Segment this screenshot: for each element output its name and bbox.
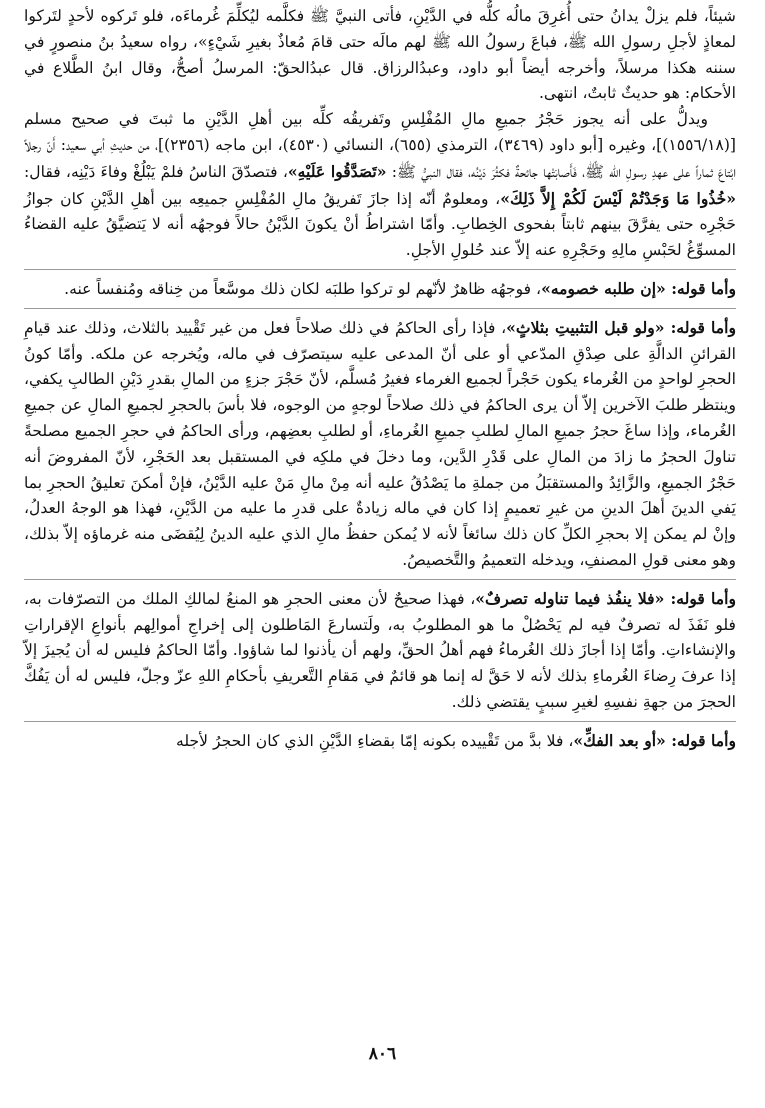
paragraph-text: ، فهذا صحيحٌ لأن معنى الحجرِ هو المنعُ لمالكِ الملك من التصرّفات به، فلو نَفَذَ له تصرفٌ فيه لم يَحْصُلْ ما هو المطلوبُ به، ولَتسارعَ المَاطلون إلى إخراجِ أموالِهم بأنواعِ الإقراراتِ والإنشاءاتِ. وأمّا إذا أجازَ ذلك الغُرماءُ فهم أهلُ الحقِّ، ولهم أن يأذنوا لما شاؤوا. وأمّا الحاكمُ فليس له أن يُجيزَ إلاّ إذا عرفَ رِضاءَ الغُرماءِ بذلك لأنه لا حَقَّ له إنما هو قائمٌ في مَقامِ التَّعريفِ بأحكامِ اللهِ عزّ وجلّ، فليس له أن يَفُكَّ الحجرَ من جهةِ نفسِهِ لغيرِ سببٍ يقتضي ذلك. [24, 589, 737, 711]
quoted-phrase: «فلا ينفُذ فيما تناوله تصرفٌ» [475, 588, 665, 608]
section-divider [24, 308, 736, 309]
commentary-label: وأما قوله: [665, 278, 736, 298]
paragraph-text: ، فوجهُه ظاهرٌ لأنّهم لو تركوا طلبَه لكان ذلك موسَّعاً من خِناقه ومُنفساً عنه. [64, 279, 542, 298]
hadith-quote: «خُذُوا مَا وَجَدْتُمْ لَيْسَ لَكُمْ إِلاَّ ذَلِكَ» [500, 188, 736, 208]
hadith-continuation-paragraph [24, 4, 736, 107]
commentary-label: وأما قوله: [665, 730, 736, 750]
page-number: ٨٠٦ [368, 1044, 397, 1064]
commentary-paragraph [24, 315, 736, 574]
quoted-phrase: «أو بعد الفكِّ» [573, 730, 666, 750]
paragraph-text: ، ومعلومٌ أنّه إذا جازَ تَفريقُ مالِ المُفْلِسِ جميعِه بين أهلِ الدَّيْنِ كان جوازُ حَجْرِه حتى يفرَّقَ بينهم ثابتاً بفحوى الخِطابِ. وأمّا اشتراطُ أنْ يكونَ الدَّيْنُ حالاً فوجهُه أنه لا يَتضيَّقُ عليه القضاءُ المسوِّغُ لحَبْسِ مالِهِ وحَجْرِهِ عنه إلاّ عند حُلولِ الأجلِ. [24, 189, 736, 260]
commentary-paragraph [24, 276, 736, 303]
paragraph-text: ، فلا بدَّ من تَقْييده بكونه إمّا بقضاءِ الدَّيْنِ الذي كان الحجرُ لأجله [175, 731, 574, 750]
commentary-paragraph [24, 586, 736, 716]
commentary-label: وأما قوله: [664, 588, 737, 608]
section-divider [24, 579, 736, 580]
commentary-label: وأما قوله: [664, 317, 737, 337]
quoted-phrase: «ولو قبل التثبيتِ بثلاثٍ» [506, 317, 665, 337]
hadith-quote: «تَصَدَّقُوا عَلَيْهِ» [287, 161, 387, 181]
quoted-phrase: «إن طلبه خصومه» [541, 278, 666, 298]
page-body [24, 4, 736, 755]
paragraph-text: ويدلُّ على أنه يجوز حَجْرُ جميعِ مالِ المُفْلِسِ وتَفريقُه كلِّه بين أهلِ الدَّيْنِ ما ثبتَ في صحيح مسلم [(١٥٥٦/١٨)]، وغيره [أبو داود (٣٤٦٩)، الترمذي (٦٥٥)، النسائي (٤٥٣٠)، ابن ماجه (٢٣٥٦)]، من حديثِ أبي سعيد: أَنّ رجلاً ابْتاعَ ثماراً على عهدِ رسولِ الله ﷺ، فَأَصابَتْها جائحةٌ فكثُرَ دَيْنُه، فقال النبيُّ ﷺ: [24, 110, 737, 181]
evidence-paragraph [24, 107, 736, 264]
commentary-paragraph [24, 728, 736, 755]
paragraph-text: شيئاً، فلم يزلْ يدانُ حتى أُغرِقَ مالُه كلُّه في الدَّيْنِ، فأتى النبيَّ ﷺ فكلَّمه ليُكلِّمَ غُرماءَه، فلو تَركوه لأحدٍ لتَركوا لمعاذٍ لأجلِ رسولِ الله ﷺ، فباعَ رسولُ الله ﷺ لهم مالَه حتى قامَ مُعاذٌ بغيرِ شَيْءٍ»، رواه سعيدُ بنُ منصورٍ في سننه هكذا مرسلاً، وأخرجه أيضاً أبو داود، وعبدُالرزاق. قال عبدُالحقّ: المرسلُ أصحُّ، وقال ابنُ الطَّلاع في الأحكام: هو حديثٌ ثابتٌ، انتهى. [24, 7, 737, 103]
paragraph-text: ، فتصدّقَ الناسُ فلمْ يَبْلُغْ وفاءَ دَيْنِه، فقال: [24, 162, 288, 181]
section-divider [24, 269, 736, 270]
section-divider [24, 721, 736, 722]
paragraph-text: ، فإذا رأى الحاكمُ في ذلك صلاحاً فعل من غير تَقْييد بالثلاث، وذلك عند قيامِ القرائنِ الدالَّةِ على صِدْقِ المدّعي أو على أنّ المدعى عليه سيتصرّف في ماله، ويُخرجه عن ملكه. وأمّا كونُ الحجرِ لواحدٍ من الغُرماء يكون حَجْراً لجميع الغرماء فغيرُ مُسلَّم، لأنّ حَجْرَ جزءٍ من المالِ بقدرِ دَيْنِ الطالبِ يكفي، وينتظر طلبَ الآخرين إلاّ أن يرى الحاكمُ في ذلك صلاحاً لوجهٍ من الوجوه، فلا بأسَ بالحجرِ لجميعِ المالِ عن جميعِ الغُرماء، وإذا ساغَ حجرُ جميعِ المالِ لطلبِ جميعِ الغُرماءِ، أو لطلبِ بعضِهم، ورأى الحاكمُ في حجرِ الجميع مصلحةً تناولَ الحجرُ ما زادَ من المالِ على قَدْرِ الدَّين، وما دخلَ في ملكِه في المستقبل بعد الحَجْرِ، لأنّ المفروضَ أنه حَجْرُ الجميعِ، والزَّائِدُ والمستقبَلُ من جملةِ ما يَصْدُقُ عليه أنه مِنْ مالِ مَنْ عليه الدَّيْنُ، فإنْ أمكنَ تعليقُ الحجرِ بما يَفي الدينَ أهلَ الدينِ من غيرِ تعميمٍ إذا كان في ماله زيادةٌ على قدرِ ما عليه من الدَّيْنِ، فهذا هو الوجهُ العدلُ، وإنْ لم يمكن إلا بحجرِ الكلِّ كان ذلك سائغاً لأنه لا يُمكن حفظُ مالِ الذي عليه الدينُ لِيُقضَى منه غرماؤه إلاّ بذلك، وهو معنى قولِ المصنفِ، ويدخله التعميمُ والتَّخصيصُ. [24, 318, 736, 569]
